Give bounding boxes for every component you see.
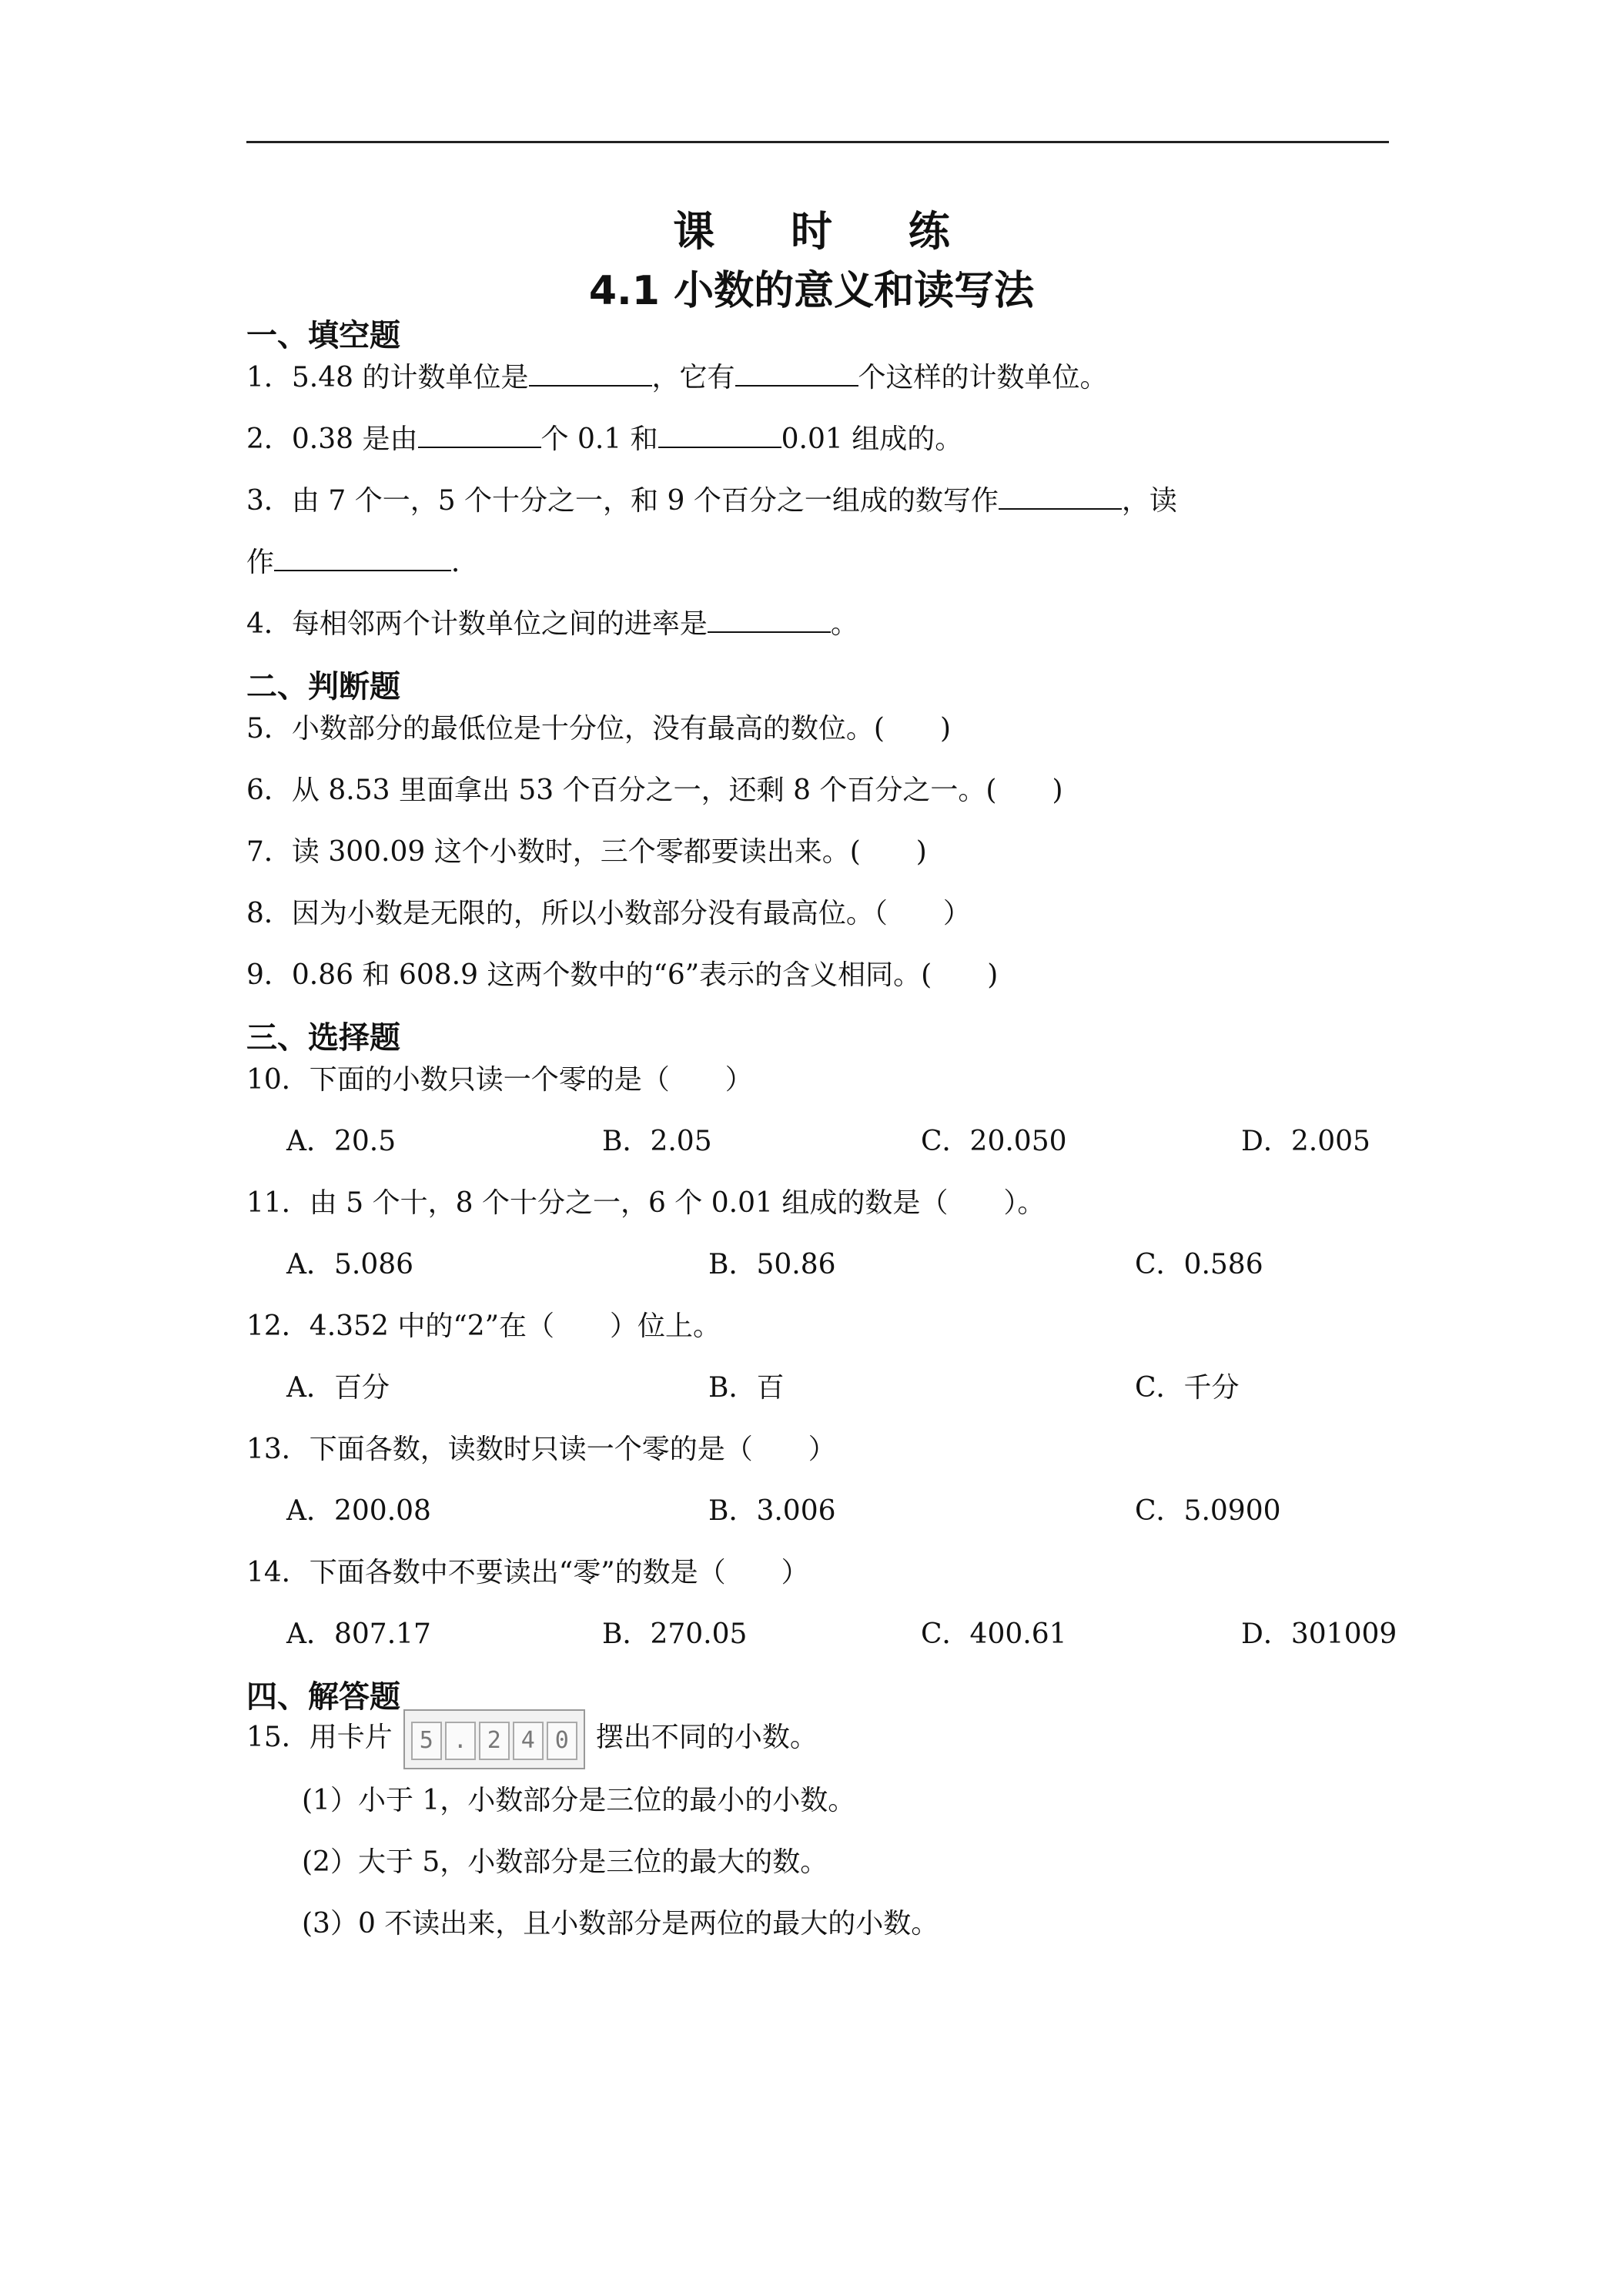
question-7: 7．读 300.09 这个小数时，三个零都要读出来。( ) xyxy=(246,836,927,868)
q2-text-b: 个 0.1 和 xyxy=(540,423,658,455)
q12-option-b[interactable]: B．百 xyxy=(708,1372,785,1404)
q3-text-d: ． xyxy=(451,547,480,578)
q12-option-a[interactable]: A．百分 xyxy=(286,1372,390,1404)
card-digit: . xyxy=(445,1722,476,1760)
question-9: 9．0.86 和 608.9 这两个数中的“6”表示的含义相同。( ) xyxy=(246,959,999,991)
q1-text-c: 个这样的计数单位。 xyxy=(858,362,1108,393)
question-14: 14．下面各数中不要读出“零”的数是（ ） xyxy=(246,1557,809,1588)
q14-option-d[interactable]: D．301009 xyxy=(1241,1618,1397,1650)
q15-sub-3: (3）0 不读出来，且小数部分是两位的最大的小数。 xyxy=(302,1908,939,1940)
q3-text-c: 作 xyxy=(246,547,275,578)
question-11: 11．由 5 个十，8 个十分之一，6 个 0.01 组成的数是（ ）。 xyxy=(246,1187,1046,1219)
q12-option-c[interactable]: C．千分 xyxy=(1135,1372,1240,1404)
card-digit: 4 xyxy=(513,1722,544,1760)
question-5: 5．小数部分的最低位是十分位，没有最高的数位。( ) xyxy=(246,713,951,745)
q1-blank-2[interactable] xyxy=(735,360,858,387)
q15-text-post: 摆出不同的小数。 xyxy=(595,1722,818,1753)
q14-option-c[interactable]: C．400.61 xyxy=(921,1618,1067,1650)
q1-text-a: 1．5.48 的计数单位是 xyxy=(246,362,529,393)
question-1 xyxy=(246,356,1108,395)
q14-option-a[interactable]: A．807.17 xyxy=(286,1618,431,1650)
card-digit: 5 xyxy=(411,1722,442,1760)
question-13: 13．下面各数，读数时只读一个零的是（ ） xyxy=(246,1434,836,1465)
q10-option-c[interactable]: C．20.050 xyxy=(921,1126,1067,1157)
question-6: 6．从 8.53 里面拿出 53 个百分之一，还剩 8 个百分之一。( ) xyxy=(246,775,1063,806)
question-10: 10．下面的小数只读一个零的是（ ） xyxy=(246,1064,753,1096)
question-15 xyxy=(246,1709,818,1769)
q3-text-a: 3．由 7 个一，5 个十分之一，和 9 个百分之一组成的数写作 xyxy=(246,485,999,517)
q4-text-b: 。 xyxy=(830,608,858,640)
q14-option-b[interactable]: B．270.05 xyxy=(602,1618,748,1650)
question-3 xyxy=(246,479,1177,518)
q1-blank-1[interactable] xyxy=(529,360,652,387)
question-12: 12．4.352 中的“2”在（ ）位上。 xyxy=(246,1310,721,1342)
section-choice-heading: 三、选择题 xyxy=(246,1020,400,1056)
card-digit: 2 xyxy=(479,1722,510,1760)
q4-text-a: 4．每相邻两个计数单位之间的进率是 xyxy=(246,608,708,640)
q1-text-b: ，它有 xyxy=(651,362,735,393)
section-judge-heading: 二、判断题 xyxy=(246,669,400,705)
question-8: 8．因为小数是无限的，所以小数部分没有最高位。（ ） xyxy=(246,898,971,929)
q4-blank-1[interactable] xyxy=(708,607,831,633)
q2-text-a: 2．0.38 是由 xyxy=(246,423,418,455)
q13-option-a[interactable]: A．200.08 xyxy=(286,1495,431,1527)
page-subtitle: 4.1 小数的意义和读写法 xyxy=(588,268,1035,314)
q13-option-c[interactable]: C．5.0900 xyxy=(1135,1495,1281,1527)
q15-sub-1: (1）小于 1，小数部分是三位的最小的小数。 xyxy=(302,1785,856,1816)
q15-sub-2: (2）大于 5，小数部分是三位的最大的数。 xyxy=(302,1846,828,1878)
question-4 xyxy=(246,602,858,641)
q11-option-a[interactable]: A．5.086 xyxy=(286,1249,414,1280)
card-digit: 0 xyxy=(547,1722,577,1760)
q10-option-b[interactable]: B．2.05 xyxy=(602,1126,712,1157)
q3-blank-2[interactable] xyxy=(274,545,451,571)
q11-option-c[interactable]: C．0.586 xyxy=(1135,1249,1263,1280)
section-fill-heading: 一、填空题 xyxy=(246,318,400,353)
q15-text-pre: 15．用卡片 xyxy=(246,1722,393,1753)
q2-text-c: 0.01 组成的。 xyxy=(781,423,963,455)
q11-option-b[interactable]: B．50.86 xyxy=(708,1249,836,1280)
header-rule xyxy=(246,141,1389,143)
q13-option-b[interactable]: B．3.006 xyxy=(708,1495,836,1527)
q3-text-b: ，读 xyxy=(1121,485,1177,517)
question-3-cont xyxy=(246,541,479,580)
digit-cards-image xyxy=(403,1709,585,1769)
q2-blank-1[interactable] xyxy=(418,422,541,448)
page-title: 课 时 练 xyxy=(673,207,981,256)
section-solve-heading: 四、解答题 xyxy=(246,1679,400,1715)
q2-blank-2[interactable] xyxy=(658,422,781,448)
q3-blank-1[interactable] xyxy=(999,484,1122,510)
q10-option-a[interactable]: A．20.5 xyxy=(286,1126,397,1157)
q10-option-d[interactable]: D．2.005 xyxy=(1241,1126,1370,1157)
question-2 xyxy=(246,417,962,457)
